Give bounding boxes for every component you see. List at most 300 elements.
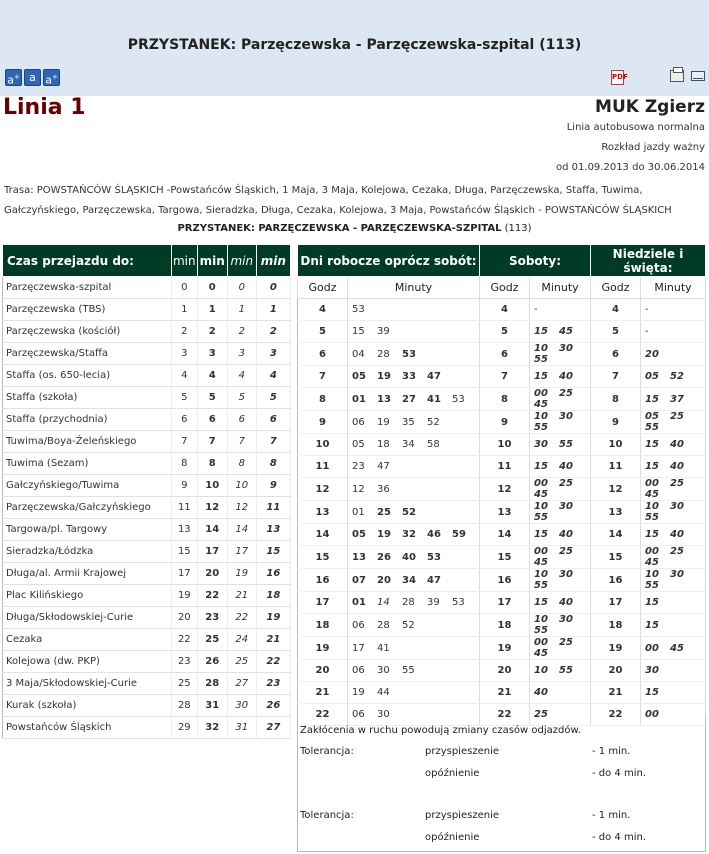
hour-cell: 20 (591, 660, 641, 682)
table-row (298, 478, 706, 501)
minute: 47 (377, 461, 390, 472)
hour-cell: 7 (480, 366, 530, 388)
time-cell: 1 (256, 299, 290, 321)
minutes-cell (530, 614, 591, 637)
stop-name-cell: Kolejowa (dw. PKP) (3, 651, 172, 673)
table-row (298, 569, 706, 592)
minute: 15 (645, 619, 659, 631)
minute: 15 (534, 597, 548, 608)
time-cell: 19 (171, 585, 197, 607)
hour-cell: 17 (298, 592, 348, 614)
time-cell: 32 (197, 717, 227, 739)
hour-cell: 15 (480, 546, 530, 569)
time-cell: 4 (171, 365, 197, 387)
table-row (298, 660, 706, 682)
minute: 06 (352, 709, 365, 720)
hour-cell: 11 (591, 456, 641, 478)
hour-cell: 20 (298, 660, 348, 682)
minutes-label: Minuty (348, 277, 480, 299)
minutes-cell (348, 592, 480, 614)
minute: 46 (427, 529, 441, 540)
font-increase-button[interactable]: a+ (43, 69, 60, 86)
table-row (298, 501, 706, 524)
minutes-cell (348, 456, 480, 478)
table-row (3, 431, 291, 453)
minute: 05 (352, 439, 365, 450)
minutes-cell (348, 660, 480, 682)
time-cell: 17 (171, 563, 197, 585)
table-row (298, 434, 706, 456)
minute: 53 (427, 551, 441, 563)
hour-cell: 7 (591, 366, 641, 388)
minute: 55 (534, 625, 548, 636)
travel-header: Czas przejazdu do: (3, 245, 172, 277)
minutes-cell (348, 299, 480, 321)
line-type: Linia autobusowa normalna (566, 122, 705, 133)
minutes-cell (641, 388, 706, 411)
minute: 01 (352, 597, 366, 608)
hour-cell: 16 (480, 569, 530, 592)
time-cell: 23 (197, 607, 227, 629)
minute: 34 (402, 574, 416, 586)
minute: 10 (534, 411, 548, 422)
hour-cell: 10 (298, 434, 348, 456)
minutes-cell (530, 501, 591, 524)
hour-cell: 21 (298, 682, 348, 704)
stop-name-cell: Parzęczewska/Staffa (3, 343, 172, 365)
minute: 53 (452, 597, 465, 608)
hour-cell: 6 (480, 343, 530, 366)
time-cell: 10 (197, 475, 227, 497)
minutes-cell (641, 569, 706, 592)
time-cell: 5 (171, 387, 197, 409)
route-description: Trasa: POWSTAŃCÓW ŚLĄSKICH -Powstańców Śląskich, 1 Maja, 3 Maja, Kolejowa, Cezaka, Długa, Parzęczewska, Staffa, Tuwima, Gałczyńskiego, Parzęczewska, Targowa, Sieradzka, Długa, Cezaka, Kolejowa, 3 Maja, Powstańców Śląskich - POWSTAŃCÓW ŚLĄSKICH (4, 185, 672, 216)
minute: 01 (352, 393, 366, 405)
time-cell: 8 (171, 453, 197, 475)
font-decrease-button[interactable]: a+ (5, 69, 22, 86)
minute: 19 (377, 529, 391, 540)
minute: 10 (534, 665, 548, 676)
time-cell: 30 (227, 695, 256, 717)
minute: 13 (352, 551, 366, 563)
minutes-cell (641, 660, 706, 682)
minutes-cell (641, 434, 706, 456)
minute: 40 (670, 529, 684, 540)
minute: 47 (427, 371, 441, 382)
minute: 47 (427, 574, 441, 586)
stop-name-cell: Targowa/pl. Targowy (3, 519, 172, 541)
hour-cell: 5 (480, 321, 530, 343)
table-row (298, 321, 706, 343)
hour-cell: 8 (591, 388, 641, 411)
time-cell: 0 (171, 277, 197, 299)
print-icon[interactable] (670, 70, 684, 82)
table-row (298, 343, 706, 366)
table-row (298, 524, 706, 546)
time-cell: 25 (171, 673, 197, 695)
minutes-cell (530, 434, 591, 456)
time-cell: 22 (256, 651, 290, 673)
time-cell: 12 (227, 497, 256, 519)
minutes-cell (530, 478, 591, 501)
minutes-cell (641, 299, 706, 321)
minutes-cell (530, 660, 591, 682)
time-cell: 0 (256, 277, 290, 299)
table-row (3, 629, 291, 651)
min-col-2: min (197, 245, 227, 277)
minute: 15 (645, 597, 659, 608)
font-size-buttons (5, 69, 60, 86)
minute: 05 (352, 371, 366, 382)
minute: 17 (352, 642, 365, 654)
table-row (3, 409, 291, 431)
time-cell: 8 (227, 453, 256, 475)
minute: 33 (402, 371, 416, 382)
time-cell: 1 (171, 299, 197, 321)
minutes-cell (641, 501, 706, 524)
hour-cell: 16 (298, 569, 348, 592)
minute: 30 (670, 501, 684, 512)
time-cell: 25 (227, 651, 256, 673)
table-row (3, 717, 291, 739)
stop-code: (113) (504, 223, 532, 234)
hour-cell: 4 (298, 299, 348, 321)
time-cell: 2 (197, 321, 227, 343)
minute: 00 (534, 388, 548, 399)
time-cell: 9 (171, 475, 197, 497)
table-row (3, 277, 291, 299)
hour-cell: 12 (591, 478, 641, 501)
minute: 15 (534, 529, 548, 540)
minute: 55 (559, 665, 573, 676)
saturday-header: Soboty: (480, 245, 591, 277)
minute: 05 (645, 371, 659, 382)
minute: 30 (559, 614, 573, 625)
time-cell: 22 (197, 585, 227, 607)
hour-cell: 9 (298, 411, 348, 434)
hour-cell: 10 (480, 434, 530, 456)
minute: 06 (352, 619, 365, 631)
table-row (3, 299, 291, 321)
table-row (298, 411, 706, 434)
minute: 53 (402, 348, 416, 360)
time-cell: 3 (171, 343, 197, 365)
hour-cell: 11 (480, 456, 530, 478)
minutes-cell (641, 366, 706, 388)
minute: 37 (670, 393, 684, 405)
minute: 19 (352, 687, 365, 698)
email-icon[interactable] (691, 71, 705, 81)
minute: 18 (377, 439, 390, 450)
minutes-cell (530, 682, 591, 704)
stop-name-cell: Parzęczewska-szpital (3, 277, 172, 299)
time-cell: 5 (227, 387, 256, 409)
minute: 59 (452, 529, 466, 540)
table-row (3, 321, 291, 343)
minutes-label: Minuty (530, 277, 591, 299)
time-cell: 19 (256, 607, 290, 629)
time-cell: 6 (256, 409, 290, 431)
min-col-4: min (256, 245, 290, 277)
hour-cell: 18 (591, 614, 641, 637)
minute: 30 (559, 501, 573, 512)
time-cell: 31 (197, 695, 227, 717)
minutes-cell (348, 434, 480, 456)
page-title: PRZYSTANEK: Parzęczewska - Parzęczewska-szpital (113) (127, 37, 582, 53)
hour-cell: 7 (298, 366, 348, 388)
time-cell: 19 (227, 563, 256, 585)
minute: 26 (377, 551, 391, 563)
time-cell: 6 (171, 409, 197, 431)
acceleration-value: - 1 min. (592, 810, 631, 821)
stop-name-cell: Długa/Skłodowskiej-Curie (3, 607, 172, 629)
time-cell: 14 (227, 519, 256, 541)
minute: 15 (534, 326, 548, 337)
minute: - (645, 326, 649, 337)
stop-name-cell: Staffa (os. 650-lecia) (3, 365, 172, 387)
table-row (3, 519, 291, 541)
delay-label: opóźnienie (425, 832, 480, 843)
acceleration-label: przyspieszenie (425, 746, 499, 757)
time-cell: 4 (197, 365, 227, 387)
minute: 36 (377, 483, 390, 495)
hour-cell: 19 (298, 637, 348, 660)
minute: 19 (377, 416, 390, 428)
stop-name: PRZYSTANEK: PARZĘCZEWSKA - PARZĘCZEWSKA-SZPITAL (177, 223, 502, 234)
time-cell: 13 (171, 519, 197, 541)
timetable (297, 244, 706, 726)
hour-cell: 17 (591, 592, 641, 614)
time-cell: 27 (227, 673, 256, 695)
minute: 39 (427, 597, 440, 608)
stop-name-cell: Parzęczewska (TBS) (3, 299, 172, 321)
minute: 45 (534, 489, 548, 500)
hour-label: Godz (298, 277, 348, 299)
table-row (298, 637, 706, 660)
time-cell: 6 (197, 409, 227, 431)
font-normal-button[interactable]: a (24, 69, 41, 86)
time-cell: 26 (197, 651, 227, 673)
minute: - (645, 304, 649, 315)
minute: 53 (352, 304, 365, 315)
table-row (298, 299, 706, 321)
minute: 06 (352, 416, 365, 428)
time-cell: 8 (197, 453, 227, 475)
minute: 15 (534, 461, 548, 472)
minute: 10 (534, 343, 548, 354)
time-cell: 16 (256, 563, 290, 585)
time-cell: 21 (256, 629, 290, 651)
time-cell: 28 (171, 695, 197, 717)
table-row (3, 541, 291, 563)
min-col-1: min (171, 245, 197, 277)
minute: 40 (534, 687, 548, 698)
minutes-cell (348, 546, 480, 569)
weekday-header: Dni robocze oprócz sobót: (298, 245, 480, 277)
pdf-icon[interactable]: PDF (611, 70, 624, 85)
stop-name-cell: Staffa (przychodnia) (3, 409, 172, 431)
minute: 20 (377, 574, 391, 586)
table-row (3, 607, 291, 629)
time-cell: 13 (256, 519, 290, 541)
minute: 30 (377, 665, 390, 676)
hour-cell: 21 (480, 682, 530, 704)
minutes-cell (641, 614, 706, 637)
stop-name-cell: Parzęczewska/Gałczyńskiego (3, 497, 172, 519)
minute: 00 (645, 642, 659, 654)
time-cell: 14 (197, 519, 227, 541)
hour-cell: 8 (480, 388, 530, 411)
minute: 55 (559, 439, 573, 450)
hour-cell: 12 (298, 478, 348, 501)
hour-cell: 19 (480, 637, 530, 660)
table-row (3, 585, 291, 607)
minutes-cell (530, 299, 591, 321)
minute: 32 (402, 529, 416, 540)
minutes-cell (348, 388, 480, 411)
minute: 10 (534, 569, 548, 580)
minute: 25 (670, 546, 684, 557)
time-cell: 7 (197, 431, 227, 453)
table-row (3, 475, 291, 497)
minute: 01 (352, 506, 365, 518)
minutes-cell (641, 637, 706, 660)
minute: 19 (377, 371, 391, 382)
time-cell: 7 (227, 431, 256, 453)
time-cell: 3 (197, 343, 227, 365)
delay-value: - do 4 min. (592, 768, 647, 779)
time-cell: 27 (256, 717, 290, 739)
time-cell: 7 (171, 431, 197, 453)
time-cell: 22 (171, 629, 197, 651)
hour-label: Godz (480, 277, 530, 299)
stop-name-cell: Powstańców Śląskich (3, 717, 172, 739)
hour-cell: 9 (591, 411, 641, 434)
tolerance-label: Tolerancja: (300, 810, 354, 821)
minute: 25 (559, 546, 573, 557)
minute: 55 (402, 665, 415, 676)
hour-cell: 5 (591, 321, 641, 343)
hour-cell: 14 (591, 524, 641, 546)
time-cell: 15 (171, 541, 197, 563)
minute: 55 (534, 354, 548, 365)
hour-cell: 13 (480, 501, 530, 524)
minutes-cell (348, 637, 480, 660)
minute: 55 (534, 422, 548, 433)
minutes-cell (641, 321, 706, 343)
hour-cell: 10 (591, 434, 641, 456)
table-row (3, 497, 291, 519)
table-row (298, 366, 706, 388)
minute: 06 (352, 665, 365, 676)
time-cell: 17 (197, 541, 227, 563)
hour-cell: 6 (591, 343, 641, 366)
tolerance-label: Tolerancja: (300, 746, 354, 757)
minute: 30 (670, 569, 684, 580)
minute: 40 (670, 461, 684, 472)
time-cell: 15 (256, 541, 290, 563)
minute: 45 (534, 557, 548, 568)
minute: 45 (670, 642, 684, 654)
stop-name-cell: Kurak (szkoła) (3, 695, 172, 717)
minute: 44 (377, 687, 390, 698)
minutes-label: Minuty (641, 277, 706, 299)
minutes-cell (641, 343, 706, 366)
acceleration-value: - 1 min. (592, 746, 631, 757)
minutes-cell (641, 682, 706, 704)
minute: 55 (645, 512, 659, 523)
hour-cell: 18 (298, 614, 348, 637)
minutes-cell (530, 388, 591, 411)
hour-cell: 9 (480, 411, 530, 434)
minute: 30 (559, 343, 573, 354)
minutes-cell (641, 411, 706, 434)
minute: - (534, 304, 538, 315)
time-cell: 8 (256, 453, 290, 475)
stop-name-cell: Staffa (szkoła) (3, 387, 172, 409)
time-cell: 0 (227, 277, 256, 299)
minutes-cell (641, 592, 706, 614)
minutes-cell (348, 524, 480, 546)
minute: 52 (670, 371, 684, 382)
table-row (298, 456, 706, 478)
time-cell: 2 (227, 321, 256, 343)
minute: 55 (645, 422, 659, 433)
stop-name-cell: Gałczyńskiego/Tuwima (3, 475, 172, 497)
hour-cell: 18 (480, 614, 530, 637)
minute: 23 (352, 461, 365, 472)
hour-cell: 5 (298, 321, 348, 343)
disruption-note: Zakłócenia w ruchu powodują zmiany czasów odjazdów. (300, 725, 581, 736)
stop-name-cell: Plac Kilińskiego (3, 585, 172, 607)
minute: 25 (377, 506, 391, 518)
hour-cell: 14 (480, 524, 530, 546)
minutes-cell (530, 524, 591, 546)
minute: 00 (534, 546, 548, 557)
minute: 40 (402, 551, 416, 563)
time-cell: 1 (227, 299, 256, 321)
hour-cell: 19 (591, 637, 641, 660)
minute: 30 (377, 709, 390, 720)
table-row (3, 387, 291, 409)
time-cell: 12 (197, 497, 227, 519)
validity-period: od 01.09.2013 do 30.06.2014 (556, 162, 705, 173)
minute: 40 (670, 439, 684, 450)
hour-cell: 16 (591, 569, 641, 592)
min-col-3: min (227, 245, 256, 277)
table-row (3, 563, 291, 585)
minutes-cell (348, 366, 480, 388)
hour-cell: 15 (591, 546, 641, 569)
stop-name-cell: Tuwima/Boya-Żeleńskiego (3, 431, 172, 453)
minute: 13 (377, 393, 391, 405)
minute: 25 (670, 411, 684, 422)
minute: 35 (402, 416, 415, 428)
minutes-cell (530, 411, 591, 434)
delay-value: - do 4 min. (592, 832, 647, 843)
time-cell: 10 (227, 475, 256, 497)
minute: 25 (559, 388, 573, 399)
hour-cell: 21 (591, 682, 641, 704)
minute: 25 (670, 478, 684, 489)
minute: 00 (534, 637, 548, 648)
hour-cell: 13 (591, 501, 641, 524)
hour-cell: 12 (480, 478, 530, 501)
time-cell: 4 (227, 365, 256, 387)
operator-name: MUK Zgierz (595, 97, 705, 117)
acceleration-label: przyspieszenie (425, 810, 499, 821)
hour-cell: 4 (480, 299, 530, 321)
